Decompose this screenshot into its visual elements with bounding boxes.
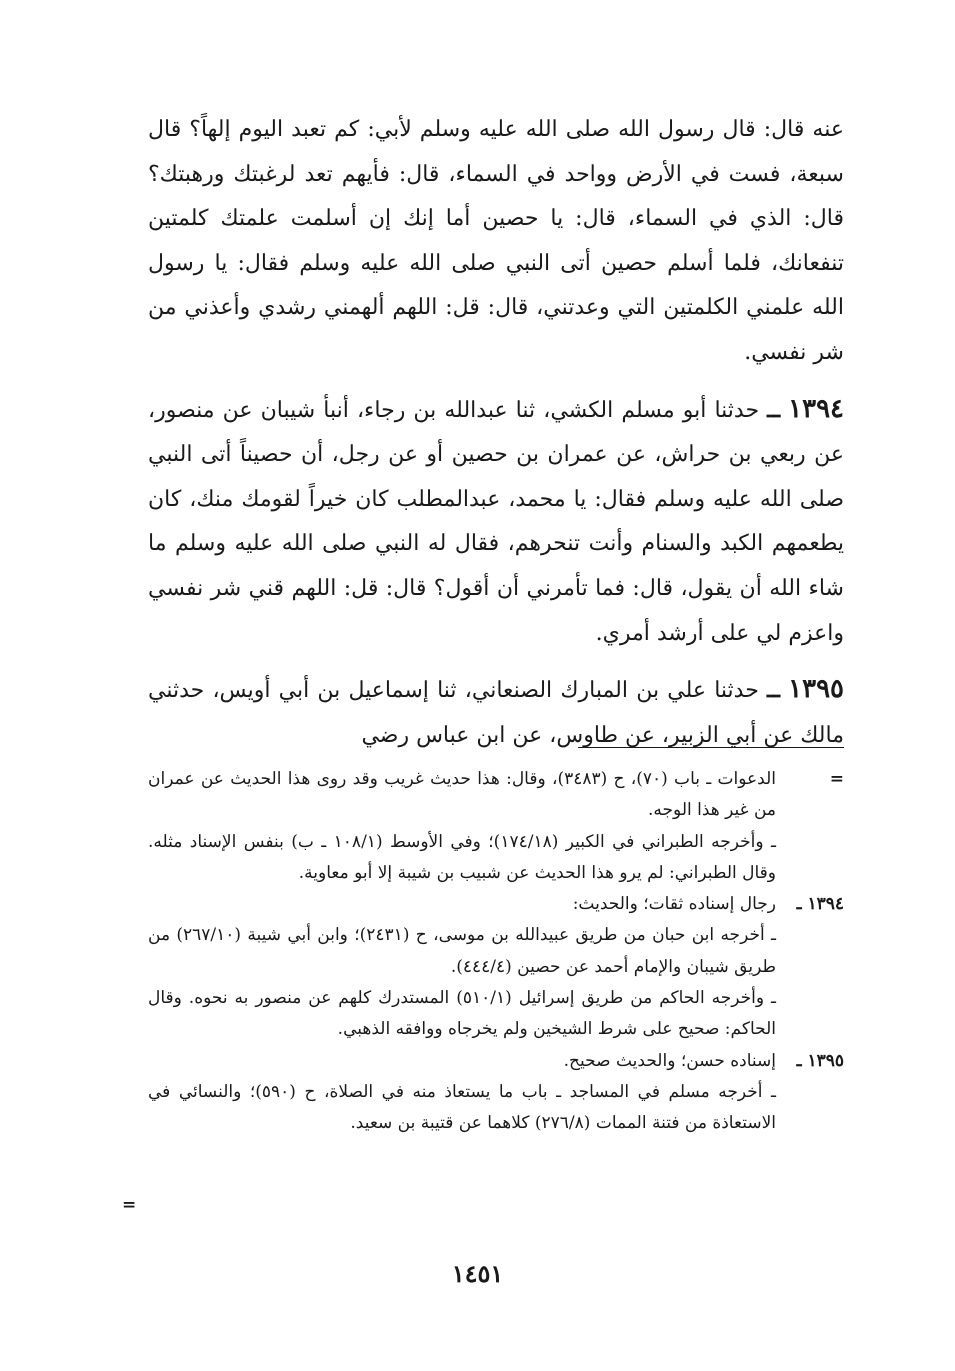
footnote-label: ١٣٩٥ ـ	[796, 1050, 844, 1071]
footnotes	[148, 764, 844, 1140]
footnote-1394-b	[148, 920, 844, 983]
footnote-1395-b	[148, 1077, 844, 1140]
footnote-text: الدعوات ـ باب (٧٠)، ح (٣٤٨٣)، وقال: هذا حديث غريب وقد روى هذا الحديث عن عمران من غير هذا الوجه.	[148, 769, 776, 821]
footnote-text: ـ أخرجه ابن حبان من طريق عبيدالله بن موسى، ح (٢٤٣١)؛ وابن أبي شيبة (٢٦٧/١٠) من طريق شيبان والإمام أحمد عن حصين (٤٤٤/٤).	[148, 925, 776, 977]
main-text	[148, 108, 844, 758]
hadith-number: ١٣٩٥	[788, 674, 844, 705]
hadith-dash: ــ	[767, 677, 780, 704]
footnote-text: ـ وأخرجه الطبراني في الكبير (١٧٤/١٨)؛ وفي الأوسط (١٠٨/١ ـ ب) بنفس الإسناد مثله. وقال الطبراني: لم يرو هذا الحديث عن شبيب بن شيبة إلا أبو معاوية.	[148, 831, 776, 883]
hadith-text: حدثنا أبو مسلم الكشي، ثنا عبدالله بن رجاء، أنبأ شيبان عن منصور، عن ربعي بن حراش، عن عمران بن حصين أو عن رجل، أن حصيناً أتى النبي صلى الله عليه وسلم فقال: يا محمد، عبدالمطلب كان خيراً لقومك منك، كان يطعمهم الكبد والسنام وأنت تنحرهم، فقال له النبي صلى الله عليه وسلم ما شاء الله أن يقول، قال: فما تأمرني أن أقول؟ قال: قل: اللهم قني شر نفسي واعزم لي على أرشد أمري.	[148, 397, 844, 646]
footnote-continues-mark: =	[122, 1195, 137, 1215]
hadith-text: حدثنا علي بن المبارك الصنعاني، ثنا إسماعيل بن أبي أويس، حدثني مالك عن أبي الزبير، عن طاوس، عن ابن عباس رضي	[148, 678, 844, 748]
footnote-1394-c	[148, 983, 844, 1046]
footnote-continued-2	[148, 827, 844, 890]
footnote-text: ـ وأخرجه الحاكم من طريق إسرائيل (٥١٠/١) المستدرك كلهم عن منصور به نحوه. وقال الحاكم: صحيح على شرط الشيخين ولم يخرجاه ووافقه الذهبي.	[148, 988, 776, 1040]
footnote-text: إسناده حسن؛ والحديث صحيح.	[563, 1050, 776, 1071]
paragraph-continued	[148, 108, 844, 376]
footnote-cont-mark: =	[829, 769, 844, 789]
hadith-1394	[148, 387, 844, 657]
page-number: ١٤٥١	[451, 1259, 504, 1288]
footnote-separator	[578, 747, 844, 748]
hadith-1395	[148, 667, 844, 758]
footnote-continued	[148, 764, 844, 827]
footnote-1394	[148, 889, 844, 920]
footnote-text: ـ أخرجه مسلم في المساجد ـ باب ما يستعاذ منه في الصلاة، ح (٥٩٠)؛ والنسائي في الاستعاذة من فتنة الممات (٢٧٦/٨) كلاهما عن قتيبة بن سعيد.	[148, 1081, 776, 1134]
hadith-number: ١٣٩٤	[788, 393, 844, 424]
footnote-label: ١٣٩٤ ـ	[796, 894, 844, 915]
footnote-1395	[148, 1046, 844, 1077]
footnote-text: رجال إسناده ثقات؛ والحديث:	[572, 894, 776, 915]
hadith-dash: ــ	[767, 396, 781, 423]
paragraph-text: عنه قال: قال رسول الله صلى الله عليه وسلم لأبي: كم تعبد اليوم إلهاً؟ قال سبعة، فست في الأرض وواحد في السماء، قال: فأيهم تعد لرغبتك ورهبتك؟ قال: الذي في السماء، قال: يا حصين أما إنك إن أسلمت علمتك كلمتين تنفعانك، فلما أسلم حصين أتى النبي صلى الله عليه وسلم فقال: يا رسول الله علمني الكلمتين التي وعدتني، قال: قل: اللهم ألهمني رشدي وأعذني من شر نفسي.	[148, 117, 844, 365]
